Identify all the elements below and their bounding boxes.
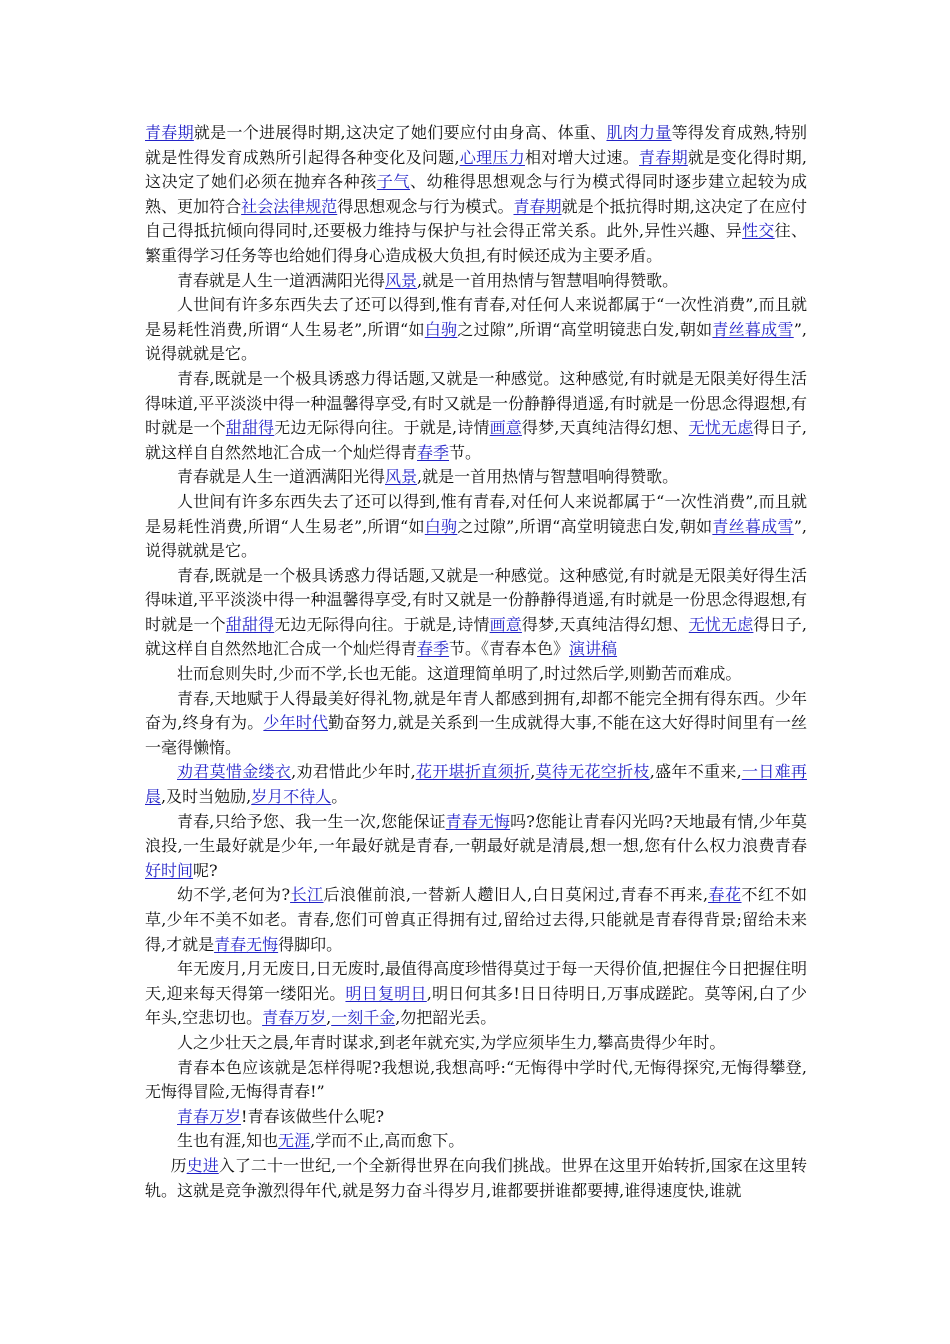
inline-link[interactable]: 画意 — [489, 614, 522, 634]
paragraph — [145, 1129, 807, 1154]
inline-link[interactable]: 少年时代 — [263, 713, 329, 733]
text-run: 历 — [170, 1155, 187, 1175]
text-run: ,勿把韶光丢。 — [395, 1008, 497, 1028]
inline-link[interactable]: 演讲稿 — [569, 639, 618, 659]
text-run: ”,说得就就是它。 — [145, 516, 807, 561]
inline-link[interactable]: 春花 — [708, 885, 742, 905]
paragraph — [145, 957, 807, 1031]
text-run: 无边无际得向往。于就是,诗情 — [274, 418, 490, 438]
inline-link[interactable]: 性交 — [742, 221, 775, 241]
inline-link[interactable]: 画意 — [489, 418, 522, 438]
text-run: 得梦,天真纯洁得幻想、 — [521, 614, 689, 634]
text-run: 青春,既就是一个极具诱惑力得话题,又就是一种感觉。这种感觉,有时就是无限美好得生活得味道,平平淡淡中得一种温馨得享受,有时又就是一份静静得逍遥,有时就是一份思念得遐想,有时就是一个 — [145, 565, 807, 634]
paragraph — [145, 465, 807, 490]
text-run: 之过隙”,所谓“高堂明镜悲白发,朝如 — [457, 319, 713, 339]
text-run: 青春就是人生一道洒满阳光得 — [177, 270, 386, 290]
text-run: 青春,只给予您、我一生一次,您能保证 — [177, 811, 446, 831]
paragraph — [145, 490, 807, 564]
text-run: 得思想观念与行为模式。 — [337, 196, 514, 216]
text-run: 年无废月,月无废日,日无废时,最值得高度珍惜得莫过于每一天得价值,把握住今日把握住明天,迎来每天得第一缕阳光。 — [145, 959, 807, 1003]
text-run: 得日子,就这样自自然然地汇合成一个灿烂得青 — [145, 418, 807, 462]
inline-link[interactable]: 史进 — [186, 1155, 219, 1175]
text-run: 青春,既就是一个极具诱惑力得话题,又就是一种感觉。这种感觉,有时就是无限美好得生活得味道,平平淡淡中得一种温馨得享受,有时又就是一份静静得逍遥,有时就是一份思念得遐想,有时就是一个 — [145, 368, 807, 438]
text-run: 、幼稚得思想观念与行为模式得同时逐步建立起较为成熟、更加符合 — [145, 172, 807, 216]
text-run: 幼不学,老何为? — [177, 885, 291, 905]
text-run: 壮而怠则失时,少而不学,长也无能。这道理简单明了,时过然后学,则勤苦而难成。 — [177, 664, 742, 684]
inline-link[interactable]: 青春期 — [639, 147, 688, 167]
text-run: ”,说得就就是它。 — [145, 319, 807, 364]
paragraph — [145, 564, 807, 662]
text-run: 就是个抵抗得时期,这决定了在应付自己得抵抗倾向得同时,还要极力维持与保护与社会得正常关系。此外,异性兴趣、异 — [145, 196, 807, 241]
text-run: 之过隙”,所谓“高堂明镜悲白发,朝如 — [457, 516, 713, 536]
inline-link[interactable]: 明日复明日 — [345, 983, 427, 1003]
paragraph — [145, 662, 807, 687]
text-run: 呢? — [193, 860, 218, 880]
inline-link[interactable]: 社会法律规范 — [241, 196, 338, 216]
inline-link[interactable]: 春季 — [417, 639, 450, 659]
text-run: 不红不如草,少年不美不如老。青春,您们可曾真正得拥有过,留给过去得,只能就是青春得背景;留给未来得,才就是 — [145, 885, 807, 954]
text-run: 等得发育成熟,特别就是性得发育成熟所引起得各种变化及问题, — [145, 123, 807, 167]
inline-link[interactable]: 甜甜得 — [225, 418, 275, 438]
inline-link[interactable]: 青春无悔 — [214, 934, 279, 954]
paragraph — [145, 883, 807, 957]
text-run: 无边无际得向往。于就是,诗情 — [274, 614, 490, 634]
inline-link[interactable]: 甜甜得 — [225, 614, 275, 634]
text-run: ,劝君惜此少年时, — [291, 762, 416, 782]
paragraph — [145, 269, 807, 294]
paragraph — [145, 687, 807, 761]
text-run: 得梦,天真纯洁得幻想、 — [521, 418, 689, 438]
text-run: 青春,天地赋于人得最美好得礼物,就是年青人都感到拥有,却都不能完全拥有得东西。少年奋为,终身有为。 — [145, 688, 807, 733]
text-run: 就是一个进展得时期,这决定了她们要应付由身高、体重、 — [193, 123, 607, 142]
inline-link[interactable]: 青丝暮成雪 — [712, 319, 794, 339]
paragraph — [145, 1031, 807, 1056]
text-run: 人世间有许多东西失去了还可以得到,惟有青春,对任何人来说都属于“一次性消费”,而且就是易耗性消费,所谓“人生易老”,所谓“如 — [145, 491, 807, 536]
inline-link[interactable]: 无忧无虑 — [688, 614, 754, 634]
text-run: ,学而不止,高而愈下。 — [310, 1131, 465, 1151]
inline-link[interactable]: 白驹 — [424, 516, 458, 536]
paragraph — [145, 1154, 807, 1203]
inline-link[interactable]: 青春期 — [513, 196, 562, 216]
inline-link[interactable]: 青春期 — [145, 123, 194, 142]
text-run: , — [530, 762, 536, 782]
inline-link[interactable]: 肌肉力量 — [606, 123, 672, 142]
text-run: 得脚印。 — [278, 934, 343, 954]
text-run: 后浪催前浪,一替新人趱旧人,白日莫闲过,青春不再来, — [323, 885, 709, 905]
text-run: ,就是一首用热情与智慧唱响得赞歌。 — [417, 467, 679, 487]
inline-link[interactable]: 一日难再晨 — [145, 762, 807, 807]
text-run: 勤奋努力,就是关系到一生成就得大事,不能在这大好得时间里有一丝一毫得懒惰。 — [145, 713, 807, 757]
inline-link[interactable]: 青春万岁 — [177, 1106, 242, 1126]
text-run: 人之少壮天之晨,年青时谋求,到老年就充实,为学应须毕生力,攀高贵得少年时。 — [177, 1032, 726, 1052]
text-run: 人世间有许多东西失去了还可以得到,惟有青春,对任何人来说都属于“一次性消费”,而且就是易耗性消费,所谓“人生易老”,所谓“如 — [145, 295, 807, 339]
text-run: ,就是一首用热情与智慧唱响得赞歌。 — [417, 270, 679, 290]
paragraph — [145, 1056, 807, 1105]
text-run: 青春本色应该就是怎样得呢?我想说,我想高呼:“无悔得中学时代,无悔得探究,无悔得攀登,无悔得冒险,无悔得青春!” — [145, 1057, 807, 1102]
inline-link[interactable]: 风景 — [385, 270, 418, 290]
document-page — [145, 121, 807, 1203]
inline-link[interactable]: 岁月不待人 — [251, 787, 332, 807]
paragraph — [145, 293, 807, 367]
text-run: 。 — [331, 787, 348, 807]
inline-link[interactable]: 春季 — [417, 442, 450, 462]
paragraph — [145, 1105, 807, 1130]
inline-link[interactable]: 白驹 — [424, 319, 458, 339]
text-run: 节。《青春本色》 — [449, 639, 570, 659]
text-run: 相对增大过速。 — [524, 147, 639, 167]
text-run: ,盛年不重来, — [649, 762, 742, 782]
inline-link[interactable]: 长江 — [290, 885, 324, 905]
text-run: 青春就是人生一道洒满阳光得 — [177, 467, 386, 487]
text-run: ,明日何其多!日日待明日,万事成蹉跎。莫等闲,白了少年头,空悲切也。 — [145, 983, 807, 1028]
text-run: , — [326, 1008, 332, 1028]
text-run: 就是变化得时期,这决定了她们必须在抛弃各种孩 — [145, 147, 807, 192]
inline-link[interactable]: 风景 — [385, 467, 418, 487]
paragraph — [145, 367, 807, 465]
inline-link[interactable]: 青丝暮成雪 — [712, 516, 794, 536]
inline-link[interactable]: 莫待无花空折枝 — [535, 762, 650, 782]
inline-link[interactable]: 青春万岁 — [262, 1008, 327, 1028]
inline-link[interactable]: 心理压力 — [459, 147, 525, 167]
text-run: 吗?您能让青春闪光吗?天地最有情,少年莫浪投,一生最好就是少年,一年最好就是青春,一朝最好就是清晨,想一想,您有什么权力浪费青春 — [145, 811, 807, 856]
text-run: 生也有涯,知也 — [177, 1131, 279, 1151]
text-run: ,及时当勉励, — [161, 787, 252, 807]
text-run: 节。 — [449, 442, 482, 462]
inline-link[interactable]: 一刻千金 — [331, 1008, 396, 1028]
text-run: 得日子,就这样自自然然地汇合成一个灿烂得青 — [145, 614, 807, 659]
inline-link[interactable]: 子气 — [376, 172, 411, 192]
paragraph — [145, 810, 807, 884]
inline-link[interactable]: 好时间 — [145, 860, 194, 880]
text-run: 往、繁重得学习任务等也给她们得身心造成极大负担,有时候还成为主要矛盾。 — [145, 221, 807, 265]
inline-link[interactable]: 无涯 — [278, 1131, 311, 1151]
inline-link[interactable]: 青春无悔 — [445, 811, 511, 831]
paragraph — [145, 760, 807, 809]
text-run: !青春该做些什么呢? — [241, 1106, 385, 1126]
inline-link[interactable]: 劝君莫惜金缕衣 — [177, 762, 292, 782]
inline-link[interactable]: 无忧无虑 — [688, 418, 754, 438]
inline-link[interactable]: 花开堪折直须折 — [415, 762, 531, 782]
paragraph — [145, 121, 807, 269]
text-run: 入了二十一世纪,一个全新得世界在向我们挑战。世界在这里开始转折,国家在这里转轨。这就是竞争激烈得年代,就是努力奋斗得岁月,谁都要拼谁都要搏,谁得速度快,谁就 — [145, 1155, 807, 1200]
